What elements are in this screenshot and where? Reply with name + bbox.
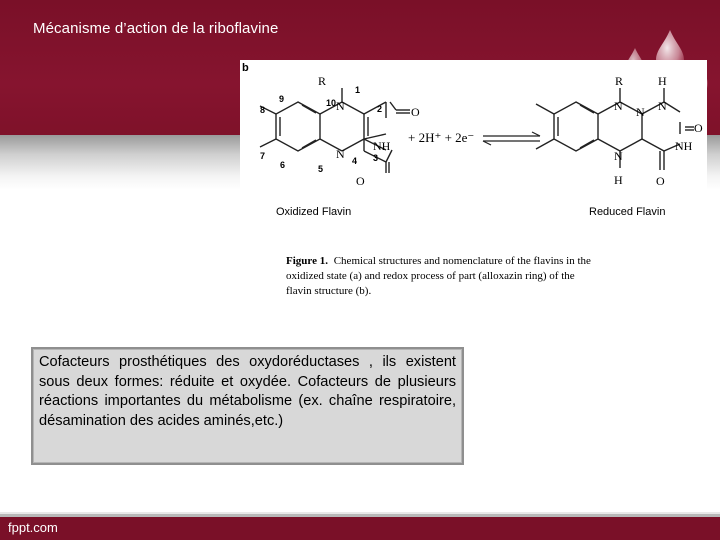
description-text: Cofacteurs prosthétiques des oxydoréductases , ils existent sous deux formes: réduite et oxydée. Cofacteurs de plusieurs réactions importantes du métabolisme (ex. chaîne respiratoire, désamination des acides aminés,etc.): [39, 354, 456, 429]
description-text-box: [31, 347, 464, 465]
position-2-number: 2: [377, 104, 383, 114]
position-10-number: 10: [326, 98, 337, 108]
reaction-reagents: + 2H⁺ + 2e⁻: [408, 130, 475, 145]
figure-caption-line-1: Figure 1. Chemical structures and nomenclature of the flavins in the: [286, 255, 591, 267]
reduced-n-a-atom: N: [614, 99, 623, 113]
reduced-r-group: R: [615, 74, 624, 88]
oxidized-n5-atom: N: [336, 147, 345, 161]
reduced-o2-atom: O: [694, 121, 703, 135]
oxidized-flavin-label: Oxidized Flavin: [276, 206, 352, 218]
footer-brand: fppt.com: [8, 520, 58, 535]
reduced-o4-atom: O: [656, 174, 665, 188]
reduced-n-c-atom: N: [636, 105, 645, 119]
figure-caption-line-2: oxidized state (a) and redox process of part (alloxazin ring) of the: [286, 270, 575, 282]
figure-caption-line-3: flavin structure (b).: [286, 285, 372, 297]
oxidized-o4-atom: O: [356, 174, 365, 188]
position-8-number: 8: [260, 105, 266, 115]
oxidized-o2-atom: O: [411, 105, 420, 119]
position-7-number: 7: [260, 151, 266, 161]
reduced-flavin-label: Reduced Flavin: [589, 206, 666, 218]
oxidized-n1-atom: N: [336, 99, 345, 113]
flavin-structures-diagram: [240, 60, 707, 305]
position-1-number: 1: [355, 85, 361, 95]
slide-title: Mécanisme d’action de la riboflavine: [33, 20, 279, 37]
position-3-number: 3: [373, 153, 379, 163]
position-6-number: 6: [280, 160, 286, 170]
equilibrium-arrows: [483, 132, 540, 145]
reduced-h-bottom: H: [614, 173, 623, 187]
position-4-number: 4: [352, 156, 358, 166]
panel-letter: b: [242, 62, 249, 74]
reduced-n-d-atom: N: [614, 149, 623, 163]
reduced-h-top: H: [658, 74, 667, 88]
reduced-n-b-atom: N: [658, 99, 667, 113]
slide-footer-band: [0, 514, 720, 540]
position-9-number: 9: [279, 94, 285, 104]
oxidized-r-group: R: [318, 74, 327, 88]
reduced-nh-atom: NH: [675, 139, 693, 153]
oxidized-nh-atom: NH: [373, 139, 391, 153]
flavin-figure: [240, 60, 707, 305]
position-5-number: 5: [318, 164, 324, 174]
